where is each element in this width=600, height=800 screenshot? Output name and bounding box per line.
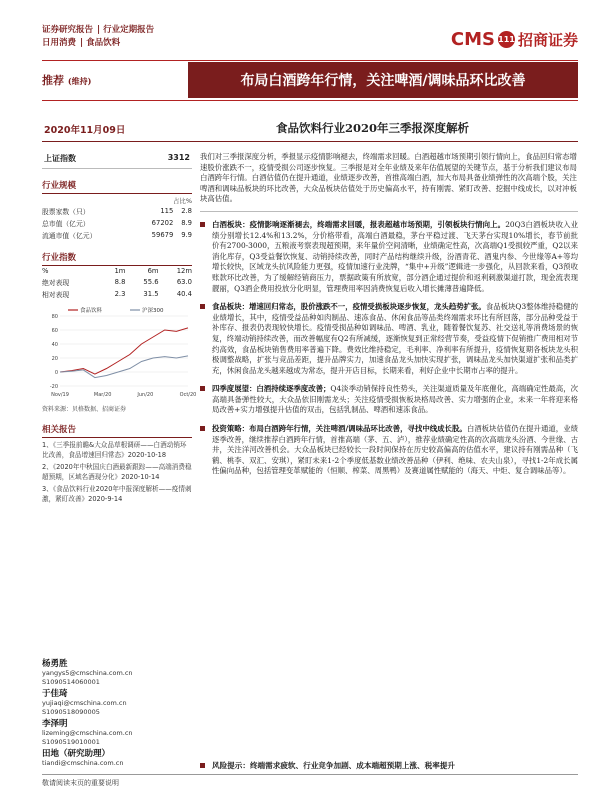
y-tick-label: 40 [51, 342, 58, 348]
author-block [42, 750, 182, 768]
y-tick-label: 80 [51, 314, 58, 320]
cell: 59679 [151, 231, 174, 239]
page-title: 布局白酒跨年行情，关注啤酒/调味品环比改善 [240, 73, 526, 89]
author-block [42, 690, 182, 717]
cell: 55.6 [143, 278, 159, 286]
col-header: 12m [176, 267, 192, 275]
sector: 日用消费 [42, 38, 77, 48]
industry: | 食品饮料 [80, 38, 121, 48]
bullet-body: 食品板块Q3整体维持稳健的业绩增长，其中，疫情受益品种如肉制品、速冻食品、休闲食品等品类终端需求环比有所回落，部分品种受益于补库存、报表仍表现较快增长。疫情受损品种如调味品、啤酒、乳业，随着餐饮复苏、社交送礼等消费场景的恢复，终端动销持续改善，而改善幅度有Q2有所减缓，逐渐恢复到正常经营节奏，受益疫情下促销推广费用相对节约高效，食品板块销售费用率普遍下降。费效比维持稳定，毛利率、净利率有所提升，疫情恢复期各板块龙头积极调整战略，扩张与竞品差距，提升品牌实力，加速食品龙头加快实现扩张，调味品龙头加快渠道扩张和品类扩充，休闲食品龙头越来越成为常态，提升开店目标，长期来看，利好企业中长期市占率的提升。 [212, 302, 578, 375]
cms-logo [451, 24, 578, 54]
report-date: 2020年11月09日 [44, 125, 126, 136]
cell: 2.3 [114, 290, 126, 298]
row-label: 股票家数（只） [42, 208, 90, 216]
bullet-head: 白酒板块：疫情影响逐渐褪去，终端需求回暖，报表超越市场预期，引领板块行情向上。 [212, 219, 506, 229]
related-item[interactable]: 2、《2020年中秋国庆白酒最新跟踪——高端消费稳超预期，区域名酒现分化》2020-10-14 [42, 463, 192, 481]
author-name: 杨勇胜 [42, 659, 68, 669]
x-tick-label: Oct/20 [179, 392, 197, 398]
report-subtitle: 食品饮料行业2020年三季报深度解析 [276, 121, 470, 135]
divider [42, 100, 578, 101]
bullet-icon [200, 386, 205, 391]
author-name: 田地（研究助理） [42, 749, 111, 759]
cell: 67202 [151, 219, 174, 227]
logo-cn-text: 招商证券 [517, 30, 578, 49]
related-item[interactable]: 1、《三季报前瞻&大众品草根调研——白酒动销环比改善，食品增速回归常态》2020-10-18 [42, 441, 187, 459]
rating-label: 推荐 [42, 74, 64, 87]
scale-unit: 占比% [172, 197, 192, 205]
divider [42, 60, 578, 61]
series-line [60, 356, 188, 378]
report-subtype: | 行业定期报告 [97, 25, 155, 35]
legend-label: 食品饮料 [80, 308, 103, 314]
cell: 63.0 [176, 278, 192, 286]
chart-source: 资料来源：贝格数据、招商证券 [42, 406, 127, 413]
bullet-section [200, 424, 578, 477]
x-tick-label: Mar/20 [93, 392, 112, 398]
logo-badge-icon: 111 [498, 31, 515, 48]
bullet-icon [200, 763, 205, 768]
row-label: 流通市值（亿元） [42, 232, 97, 240]
legend-label: 沪深300 [142, 308, 164, 314]
related-title: 相关报告 [42, 423, 192, 438]
perf-title: 行业指数 [42, 251, 192, 266]
index-row [42, 150, 192, 169]
title-bar [188, 62, 578, 98]
y-tick-label: 20 [51, 356, 58, 362]
author-email[interactable]: yangys5@cmschina.com.cn [42, 669, 133, 677]
table-row [42, 229, 192, 241]
col-header: 6m [147, 267, 159, 275]
bullet-icon [200, 426, 205, 431]
cell: 8.8 [114, 278, 126, 286]
main-content [200, 152, 578, 477]
report-type: 证券研究报告 [42, 25, 94, 35]
y-tick-label: -20 [49, 384, 58, 390]
cell: 31.5 [143, 290, 159, 298]
author-block [42, 720, 182, 747]
y-tick-label: 0 [54, 370, 58, 376]
table-row [42, 276, 192, 288]
bullet-body: Q4淡季动销保持良性势头，关注渠道质量及年底催化，高端确定性最高，次高端具备弹性较大，大众品依旧刚需龙头；关注疫情受损恢板块格局改善、实力增强的企业，未来一年将迎来格局改善+实力增强提升估值的双击，包括乳制品、啤酒和速冻食品。 [212, 384, 578, 415]
table-header [42, 266, 192, 276]
intro-paragraph: 我们对三季报深度分析，季报显示疫情影响褪去，终端需求回暖。白酒超越市场预期引领行情向上，食品回归常态增速股价涨跌不一，疫情受损公司逐步恢复。三季报是对全年业绩及来年估值展望的关键节点，基于分析我们建议布局白酒跨年行情。白酒估值仍在提升通道，业绩逐步改善，首推高端白酒，加大布局具备业绩弹性的次高端个股，关注啤酒和调味品板块的环比改善，大众品板块估值处于历史偏高水平，持有刚需、紧盯改善、挖掘中线成长，以对冲板块高估值。 [200, 152, 578, 212]
table-row [42, 288, 192, 300]
col-header: 1m [114, 267, 126, 275]
bullet-icon [200, 304, 205, 309]
bullet-head: 投资策略：布局白酒跨年行情，关注啤酒/调味品环比改善，寻找中线成长股。 [212, 424, 467, 434]
report-header [42, 24, 158, 50]
perf-table [42, 266, 192, 300]
author-block [42, 660, 182, 687]
bullet-head: 四季度展望：白酒持续逐季度改善； [212, 384, 331, 394]
risk-section [200, 760, 590, 771]
cell: 8.9 [181, 219, 192, 227]
bullet-head: 食品板块：增速回归常态，股价涨跌不一，疫情受损板块逐步恢复，龙头趋势扩张。 [212, 302, 486, 312]
scale-title: 行业规模 [42, 179, 192, 194]
related-list [42, 441, 192, 504]
risk-text: 风险提示：终端需求疲软、行业竞争加剧、成本端超预期上涨、税率提升 [212, 761, 455, 770]
scale-table [42, 205, 192, 241]
rating [42, 72, 91, 88]
rating-sub: (维持) [67, 76, 92, 86]
related-item[interactable]: 3、《食品饮料行业2020年中报深度解析——疫情刺激，紧盯改善》2020-9-14 [42, 485, 192, 503]
authors [42, 660, 182, 771]
index-label: 上证指数 [44, 154, 76, 163]
bullet-section [200, 384, 578, 416]
author-id: S1090518090005 [42, 708, 100, 716]
author-email[interactable]: lizeming@cmschina.com.cn [42, 729, 133, 737]
row-label: 相对表现 [42, 291, 70, 299]
index-value: 3312 [167, 153, 190, 162]
divider [42, 774, 578, 775]
author-id: S1090514060001 [42, 678, 100, 686]
cell: 40.4 [176, 290, 192, 298]
series-line [60, 328, 188, 374]
bullet-body: 20Q3白酒板块收入业绩分别增长12.4%和13.2%，分价格带看，高端白酒最稳，茅台平稳过渡、飞天茅台实现10%增长，春节前批价有2700-3000，五粮液考察表现超预期，来年量价空间清晰，业绩确定性高，次高端Q1受损较严重，Q2以来消化库存，Q3受益餐饮恢复、动销持续改善，同时产品结构继续升级，汾酒青花、酒鬼内参、今世缘等A+等均增长较快，区域龙头抗风险能力更强，疫情加速行业洗牌，“集中+升级”逻辑进一步强化，从回款来看，Q3预收账款环比改善，为了缓解经销商压力，票据政策有所放宽，部分酒企通过提价和返利刺激渠道打款，现金流表现靓丽，Q3酒企费用投放分化明显，管理费用率因消费恢复后收入增长摊薄普遍降低。 [212, 219, 578, 293]
logo-cms-text: CMS [450, 28, 495, 50]
row-label: 总市值（亿元） [42, 220, 90, 228]
author-name: 李泽明 [42, 719, 68, 729]
bullet-icon [200, 222, 205, 227]
cell: 2.8 [181, 207, 192, 215]
x-tick-label: Jun/20 [137, 392, 154, 398]
author-email[interactable]: tiandi@cmschina.com.cn [42, 759, 124, 767]
left-sidebar [42, 150, 197, 504]
author-id: S1090519010001 [42, 738, 100, 746]
y-tick-label: 60 [51, 328, 58, 334]
footer-note: 敬请阅读末页的重要说明 [42, 779, 119, 787]
x-tick-label: Nov/19 [51, 392, 69, 398]
author-name: 于佳琦 [42, 689, 68, 699]
bullet-body: 白酒板块估值仍在提升通道，业绩逐季改善，继续推荐白酒跨年行情，首推高端（茅、五、泸），推荐业绩确定性高的次高端龙头汾酒、今世缘、古井，关注洋河改善机会。大众品板块已经较长一段时间保持在历史较高偏高的估值水平，建议持有刚需品种（飞鹤、桃李、双汇、安琪），紧盯未来1-2个季度低基数业绩改善品种（伊利、绝味、农夫山泉），寻找1-2年成长属性偏向品种，包括管理变革赋能的（恒顺、榨菜、周黑鸭）及赛道属性赋能的（海天、中炬、复合调味品等）。 [212, 424, 578, 476]
bullet-section [200, 220, 578, 294]
cell: 9.9 [181, 231, 192, 239]
divider [42, 141, 578, 142]
table-row [42, 205, 192, 217]
bullet-section [200, 302, 578, 376]
author-email[interactable]: yujiaqi@cmschina.com.cn [42, 699, 127, 707]
cell: 115 [160, 207, 174, 215]
index-chart [42, 304, 197, 400]
col-header: % [42, 267, 49, 275]
table-row [42, 217, 192, 229]
row-label: 绝对表现 [42, 279, 70, 287]
